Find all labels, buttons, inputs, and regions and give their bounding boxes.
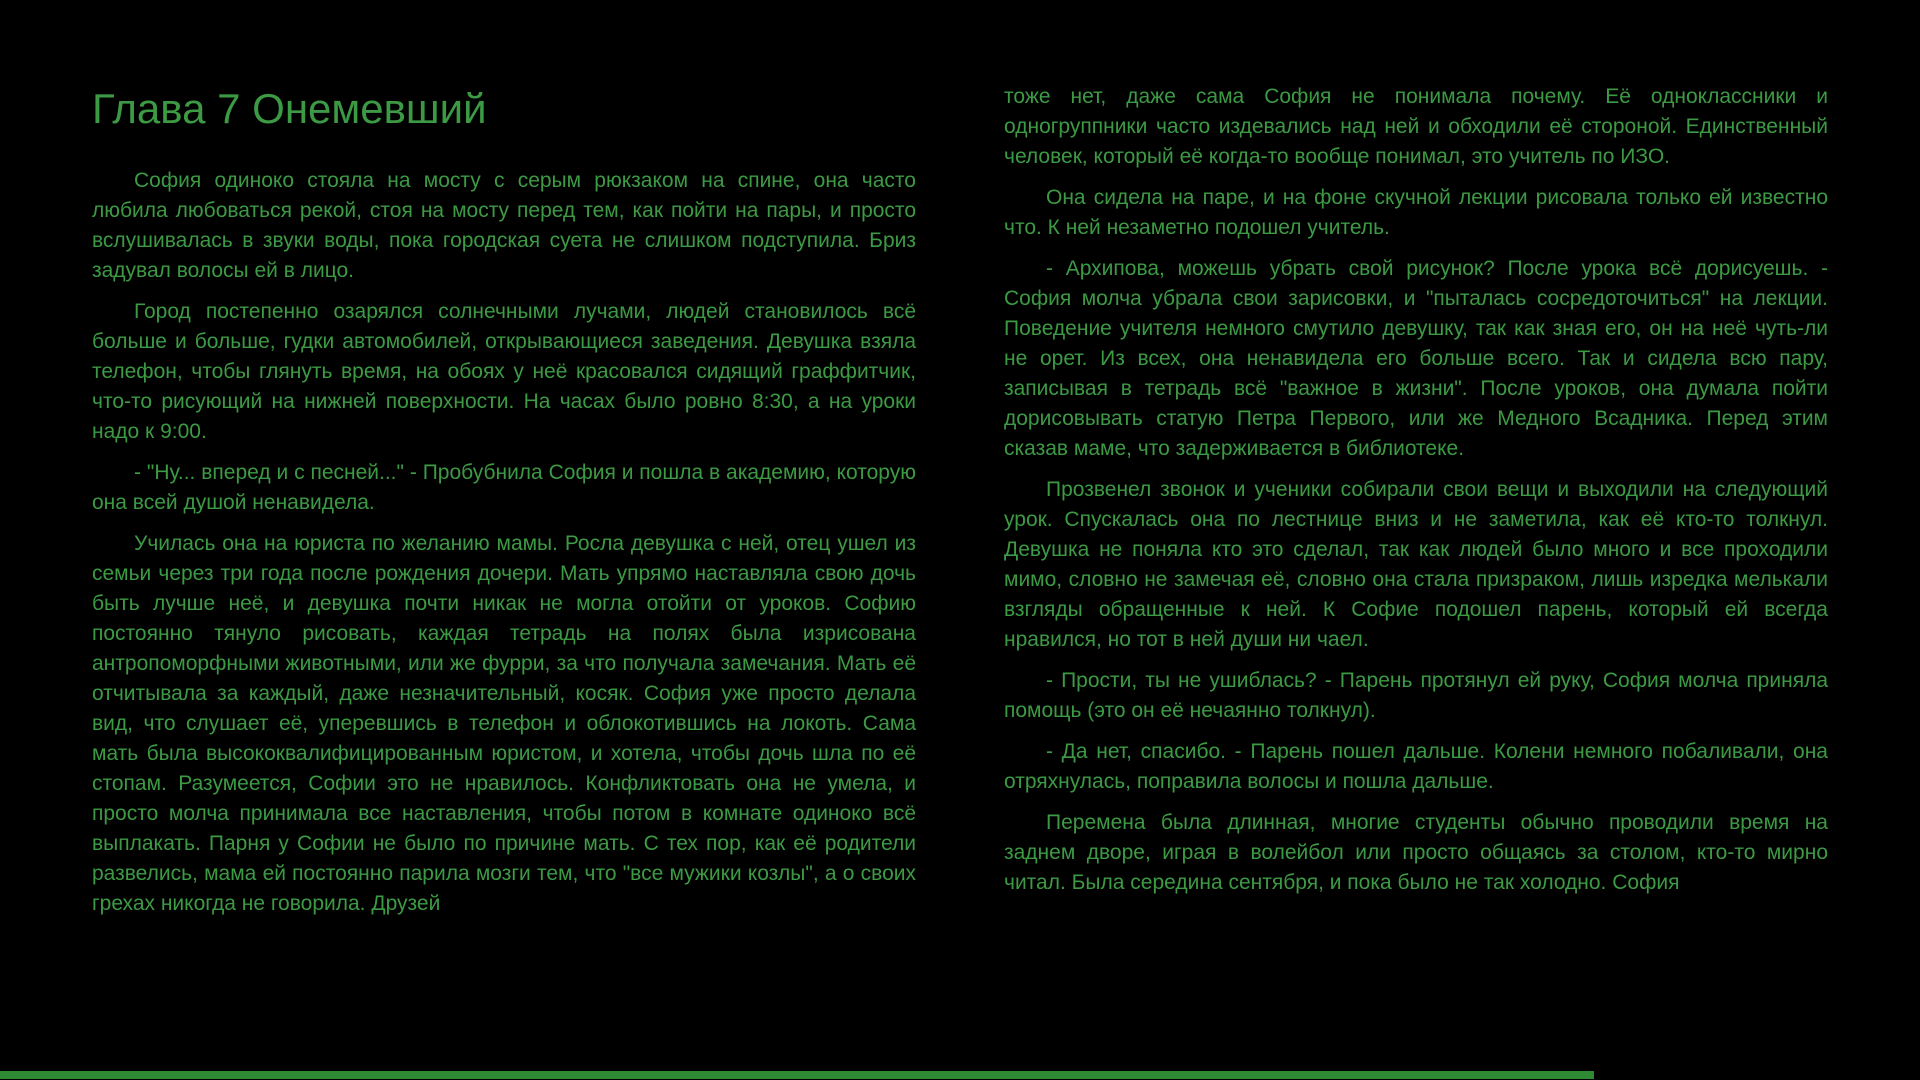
paragraph: Она сидела на паре, и на фоне скучной лекции рисовала только ей известно что. К ней незаметно подошел учитель. — [1004, 186, 1828, 239]
text-column-left — [92, 82, 916, 930]
paragraph: - Архипова, можешь убрать свой рисунок? После урока всё дорисуешь. - София молча убрала свои зарисовки, и "пыталась сосредоточиться" на лекции. Поведение учителя немного смутило девушку, так как зная его, он на неё чуть-ли не орет. Из всех, она ненавидела его больше всего. Так и сидела всю пару, записывая в тетрадь всё "важное в жизни". После уроков, она думала пойти дорисовывать статую Петра Первого, или же Медного Всадника. Перед этим сказав маме, что задерживается в библиотеке. — [1004, 257, 1828, 460]
paragraph: - Прости, ты не ушиблась? - Парень протянул ей руку, София молча приняла помощь (это он её нечаянно толкнул). — [1004, 669, 1828, 722]
progress-fill — [0, 1071, 1594, 1079]
paragraph: София одиноко стояла на мосту с серым рюкзаком на спине, она часто любила любоваться рекой, стоя на мосту перед тем, как пойти на пары, и просто вслушивалась в звуки воды, пока городская суета не слишком подступила. Бриз задувал волосы ей в лицо. — [92, 169, 916, 282]
paragraph: Город постепенно озарялся солнечными лучами, людей становилось всё больше и больше, гудки автомобилей, открывающиеся заведения. Девушка взяла телефон, чтобы глянуть время, на обоях у неё красовался сидящий граффитчик, что-то рисующий на нижней поверхности. На часах было ровно 8:30, а на уроки надо к 9:00. — [92, 300, 916, 443]
paragraph: - Да нет, спасибо. - Парень пошел дальше. Колени немного побаливали, она отряхнулась, поправила волосы и пошла дальше. — [1004, 740, 1828, 793]
paragraph-continuation: тоже нет, даже сама София не понимала почему. Её одноклассники и одногруппники часто издевались над ней и обходили её стороной. Единственный человек, который её когда-то вообще понимал, это учитель по ИЗО. — [1004, 85, 1828, 168]
paragraph: Перемена была длинная, многие студенты обычно проводили время на заднем дворе, играя в волейбол или просто общаясь за столом, кто-то мирно читал. Была середина сентября, и пока было не так холодно. София — [1004, 811, 1828, 894]
paragraph: Прозвенел звонок и ученики собирали свои вещи и выходили на следующий урок. Спускалась она по лестнице вниз и не заметила, как её кто-то толкнул. Девушка не поняла кто это сделал, так как людей было много и все проходили мимо, словно не замечая её, словно она стала призраком, лишь изредка мелькали взгляды обращенные к ней. К Софие подошел парень, который ей всегда нравился, но тот в ней души ни чаел. — [1004, 478, 1828, 651]
reading-progress-bar[interactable] — [0, 1071, 1920, 1079]
chapter-title: Глава 7 Онемевший — [92, 85, 487, 132]
paragraph: Училась она на юриста по желанию мамы. Росла девушка с ней, отец ушел из семьи через три года после рождения дочери. Мать упрямо наставляла свою дочь быть лучше неё, и девушка почти никак не могла отойти от уроков. Софию постоянно тянуло рисовать, каждая тетрадь на полях была изрисована антропоморфными животными, или же фурри, за что получала замечания. Мать её отчитывала за каждый, даже незначительный, косяк. София уже просто делала вид, что слушает её, уперевшись в телефон и облокотившись на локоть. Сама мать была высококвалифицированным юристом, и хотела, чтобы дочь шла по её стопам. Разумеется, Софии это не нравилось. Конфликтовать она не умела, и просто молча принимала все наставления, чтобы потом в комнате одиноко всё выплакать. Парня у Софии не было по причине мать. С тех пор, как её родители развелись, мама ей постоянно парила мозги тем, что "все мужики козлы", а о своих грехах никогда не говорила. Друзей — [92, 532, 916, 915]
paragraph: - "Ну... вперед и с песней..." - Пробубнила София и пошла в академию, которую она всей душой ненавидела. — [92, 461, 916, 514]
text-column-right — [1004, 82, 1828, 909]
two-column-text-layout — [92, 82, 1828, 930]
